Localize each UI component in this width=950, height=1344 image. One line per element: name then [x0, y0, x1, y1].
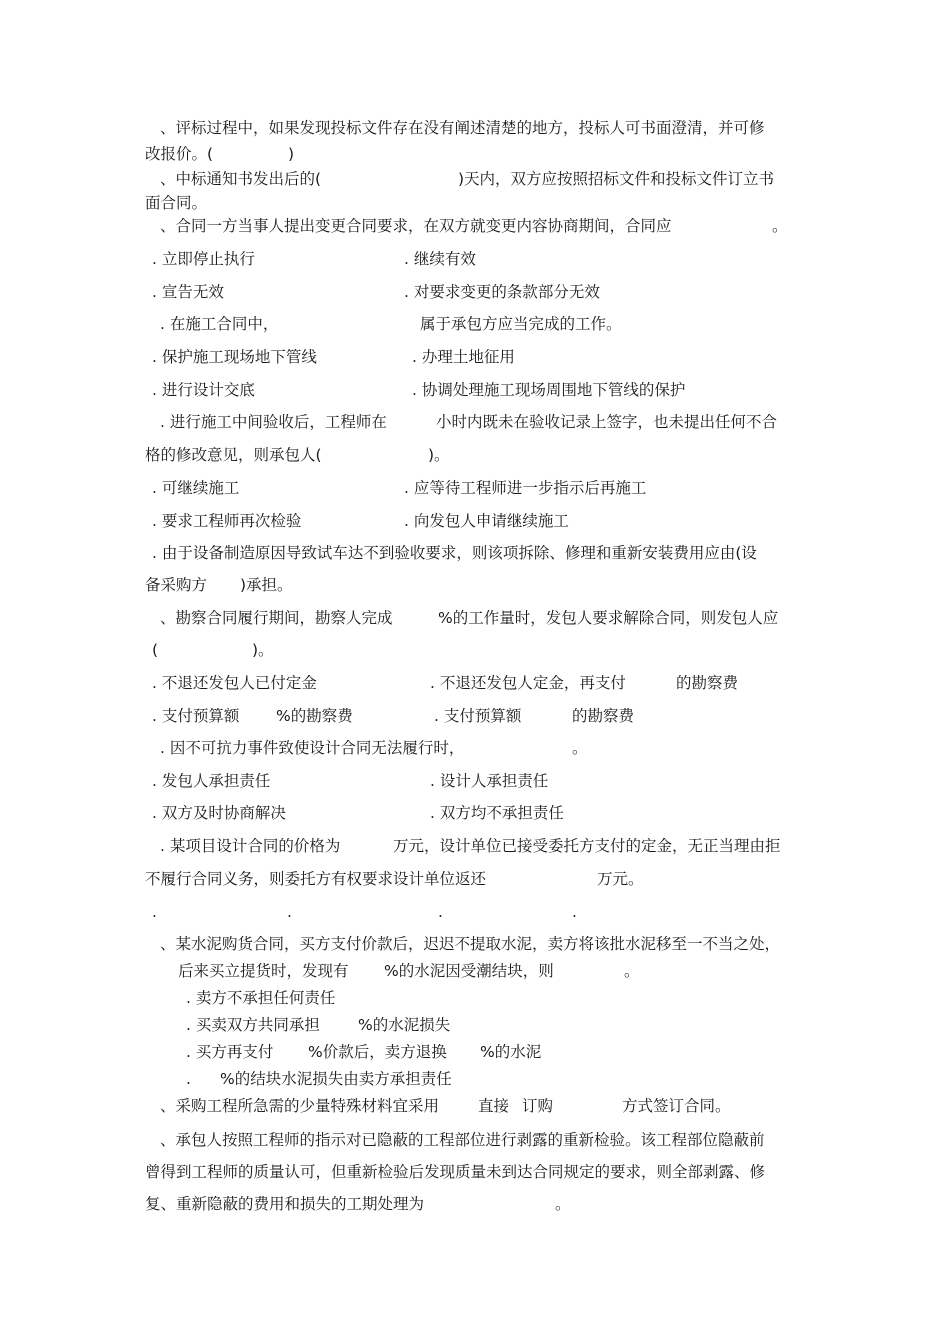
q2-line1-text: 、中标通知书发出后的( [160, 170, 322, 188]
q5-line1-text: . 进行施工中间验收后，工程师在 [160, 413, 387, 431]
q9-line2-text: 不履行合同义务，则委托方有权要求设计单位返还 [145, 870, 487, 888]
q12-line1: 、承包人按照工程师的指示对已隐蔽的工程部位进行剥露的重新检验。该工程部位隐蔽前 [160, 1131, 765, 1149]
q5-line1-rest: 小时内既未在验收记录上签字，也未提出任何不合 [436, 413, 778, 431]
q4-option-a: . 保护施工现场地下管线 [152, 348, 317, 366]
q6-line2-text: 备采购方 [145, 576, 208, 594]
q1-line1: 、评标过程中，如果发现投标文件存在没有阐述清楚的地方，投标人可书面澄清，并可修 [160, 119, 765, 137]
q4-option-d: . 协调处理施工现场周围地下管线的保护 [412, 381, 686, 399]
q9-line2-rest: 万元。 [597, 870, 644, 888]
q5-option-c: . 要求工程师再次检验 [152, 512, 302, 530]
q5-line2-text: 格的修改意见，则承包人( [145, 446, 322, 464]
q9-option-d-dot: . [572, 903, 577, 921]
q3-option-b: . 继续有效 [404, 250, 476, 268]
q10-option-c: . 买方再支付 [186, 1043, 274, 1061]
q10-line2-mid: %的水泥因受潮结块，则 [384, 962, 554, 980]
q9-line1-text: . 某项目设计合同的价格为 [160, 837, 341, 855]
q7-line1-rest: %的工作量时，发包人要求解除合同，则发包人应 [438, 609, 779, 627]
q12-line3-text: 复、重新隐蔽的费用和损失的工期处理为 [145, 1195, 425, 1213]
q10-option-a: . 卖方不承担任何责任 [186, 989, 336, 1007]
q2-line1-rest: )天内，双方应按照招标文件和投标文件订立书 [458, 170, 775, 188]
q1-line2-paren: ) [288, 145, 295, 163]
q5-option-a: . 可继续施工 [152, 479, 240, 497]
q7-option-b: . 不退还发包人定金，再支付 [430, 674, 626, 692]
q10-option-c-mid: %价款后，卖方退换 [308, 1043, 447, 1061]
q7-option-b-end: 的勘察费 [676, 674, 739, 692]
q7-line1-text: 、勘察合同履行期间，勘察人完成 [160, 609, 393, 627]
q10-option-d-end: %的结块水泥损失由卖方承担责任 [220, 1070, 452, 1088]
q9-option-b-dot: . [287, 903, 292, 921]
q4-option-c: . 进行设计交底 [152, 381, 255, 399]
q3-option-c: . 宣告无效 [152, 283, 224, 301]
q10-line1: 、某水泥购货合同，买方支付价款后，迟迟不提取水泥，卖方将该批水泥移至一不当之处， [160, 935, 781, 953]
q7-option-d-end: 的勘察费 [572, 707, 635, 725]
q9-option-c-dot: . [438, 903, 443, 921]
q4-stem-rest: 属于承包方应当完成的工作。 [420, 315, 622, 333]
q12-line3-end: 。 [555, 1195, 571, 1213]
q4-option-b: . 办理土地征用 [412, 348, 515, 366]
q5-option-d: . 向发包人申请继续施工 [404, 512, 569, 530]
q4-stem: . 在施工合同中， [160, 315, 279, 333]
q7-option-d: . 支付预算额 [434, 707, 522, 725]
q10-line2-text: 后来买立提货时，发现有 [178, 962, 349, 980]
q10-line2-end: 。 [624, 962, 640, 980]
q8-stem-end: 。 [572, 739, 588, 757]
q3-stem: 、合同一方当事人提出变更合同要求，在双方就变更内容协商期间，合同应 [160, 217, 672, 235]
q8-stem: . 因不可抗力事件致使设计合同无法履行时， [160, 739, 465, 757]
q10-option-b-end: %的水泥损失 [358, 1016, 451, 1034]
q12-line2: 曾得到工程师的质量认可，但重新检验后发现质量未到达合同规定的要求，则全部剥露、修 [145, 1163, 766, 1181]
q11-direct: 直接 [478, 1097, 510, 1115]
q7-option-c: . 支付预算额 [152, 707, 240, 725]
q7-line2-open: ( [152, 641, 159, 659]
q6-line2-rest: )承担。 [240, 576, 293, 594]
q2-line2: 面合同。 [145, 194, 208, 212]
q3-option-d: . 对要求变更的条款部分无效 [404, 283, 600, 301]
q8-option-d: . 双方均不承担责任 [430, 804, 564, 822]
q9-option-a-dot: . [152, 903, 157, 921]
q7-line2-close: )。 [252, 641, 274, 659]
q11-order: 订购 [522, 1097, 554, 1115]
q7-option-a: . 不退还发包人已付定金 [152, 674, 317, 692]
q9-line1-rest: 万元，设计单位已接受委托方支付的定金，无正当理由拒 [393, 837, 781, 855]
q10-option-b: . 买卖双方共同承担 [186, 1016, 320, 1034]
q3-stem-end: 。 [772, 217, 788, 235]
q7-option-c-end: %的勘察费 [276, 707, 353, 725]
q11-text: 、采购工程所急需的少量特殊材料宜采用 [160, 1097, 440, 1115]
q8-option-b: . 设计人承担责任 [430, 772, 549, 790]
q8-option-c: . 双方及时协商解决 [152, 804, 286, 822]
q5-line2-end: )。 [428, 446, 450, 464]
q11-end: 方式签订合同。 [622, 1097, 731, 1115]
q6-line1: . 由于设备制造原因导致试车达不到验收要求，则该项拆除、修理和重新安装费用应由(设 [152, 544, 757, 562]
q5-option-b: . 应等待工程师进一步指示后再施工 [404, 479, 647, 497]
q3-option-a: . 立即停止执行 [152, 250, 255, 268]
q10-option-c-end: %的水泥 [480, 1043, 542, 1061]
q8-option-a: . 发包人承担责任 [152, 772, 271, 790]
q10-option-d: . [186, 1070, 191, 1088]
q1-line2-text: 改报价。( [145, 145, 214, 163]
